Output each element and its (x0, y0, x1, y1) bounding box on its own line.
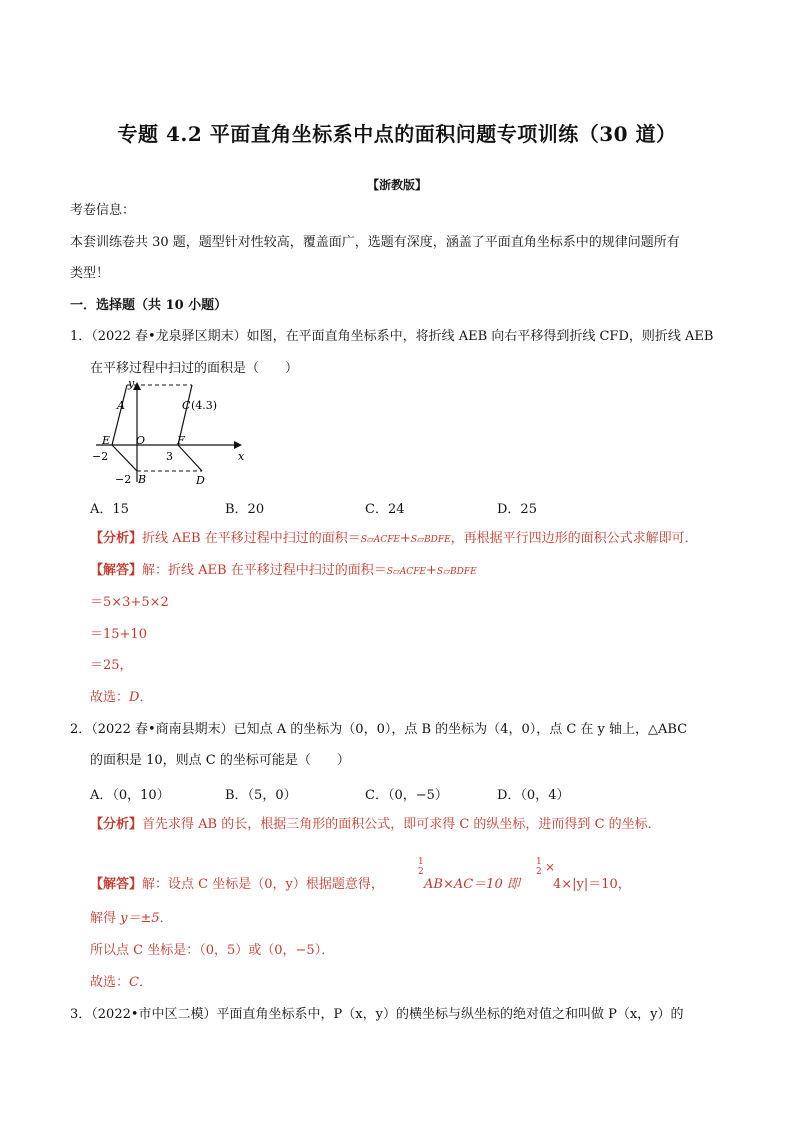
label-f: F (177, 434, 185, 447)
answer-tag: 【解答】 (90, 563, 143, 578)
conclusion-end: ． (138, 975, 152, 990)
numerator: 1 (536, 857, 542, 867)
answer-text: 解：设点 C 坐标是（0，y）根据题意得， (142, 877, 384, 892)
label-d: D (196, 474, 205, 487)
q3-stem-line-1: 3．（2022•市中区二模）平面直角坐标系中，P（x，y）的横坐标与纵坐标的绝对值之和叫做 P（x，y）的 (70, 1007, 684, 1022)
label-a: A (117, 399, 125, 412)
q2-answer (90, 876, 384, 894)
q2-choice-c: C．（0，−5） (365, 788, 448, 803)
q2-choice-d: D．（0，4） (497, 788, 570, 803)
edition-label: 【浙教版】 (366, 178, 427, 192)
q2-stem-line-1: 2．（2022 春•商南县期末）已知点 A 的坐标为（0，0），点 B 的坐标为（4，0），点 C 在 y 轴上，△ABC (70, 722, 688, 737)
intro-line-1: 本套训练卷共 30 题，题型针对性较高，覆盖面广，选题有深度，涵盖了平面直角坐标系中的规律问题所有 (70, 235, 680, 250)
label-minus2-x: −2 (92, 450, 109, 463)
fraction-half-1 (418, 857, 424, 877)
q2-solve (90, 910, 173, 928)
analysis-text: 折线 AEB 在平移过程中扫过的面积＝ (142, 531, 361, 546)
q1-step-1: ＝5×3+5×2 (90, 595, 169, 610)
intro-label: 考卷信息： (70, 203, 136, 218)
label-e: E (102, 434, 111, 447)
label-o: O (136, 434, 146, 447)
fraction-half-2 (536, 857, 542, 877)
label-minus2-y: −2 (115, 473, 132, 486)
q2-coords: 所以点 C 坐标是：（0，5）或（0，−5）． (90, 943, 335, 958)
analysis-tail: ，再根据平行四边形的面积公式求解即可． (450, 531, 698, 546)
polyline-cfd (178, 385, 202, 471)
q1-choice-d: D．25 (497, 502, 537, 517)
q1-answer (90, 562, 477, 581)
conclusion-end: ． (139, 690, 153, 705)
polyline-aeb (112, 385, 137, 471)
q2-conclusion (90, 974, 152, 992)
q1-choice-c: C．24 (365, 502, 405, 517)
label-c: C (182, 399, 191, 412)
analysis-text: 首先求得 AB 的长，根据三角形的面积公式，即可求得 C 的纵坐标，进而得到 C 的坐标． (142, 817, 661, 832)
q2-equation-1: AB×AC＝10 即 (424, 877, 520, 892)
plus-sign: + (426, 563, 437, 578)
area-bdfe: S▱BDFE (410, 535, 451, 545)
label-3: 3 (166, 450, 173, 463)
q1-stem-line-2: 在平移过程中扫过的面积是（ ） (90, 361, 299, 376)
area-acfe: S▱ACFE (360, 535, 401, 545)
conclusion-text: 故选： (90, 690, 130, 705)
analysis-tag: 【分析】 (90, 531, 143, 546)
label-c-coords: (4.3) (191, 399, 218, 412)
denominator: 2 (418, 867, 424, 877)
solve-value: y＝±5 (120, 911, 160, 926)
label-b: B (138, 473, 147, 486)
numerator: 1 (418, 857, 424, 867)
q1-choice-a: A．15 (90, 502, 129, 517)
q2-stem-line-2: 的面积是 10，则点 C 的坐标可能是（ ） (90, 753, 350, 768)
q1-step-2: ＝15+10 (90, 627, 147, 642)
q2-analysis (90, 816, 661, 834)
intro-line-2: 类型！ (70, 266, 110, 281)
q2-choice-b: B．（5，0） (225, 788, 297, 803)
area-acfe: S▱ACFE (386, 567, 427, 577)
solve-label: 解得 (90, 911, 121, 926)
area-bdfe: S▱BDFE (436, 567, 477, 577)
q2-equation-2: 4×|y|＝10， (553, 877, 631, 892)
conclusion-text: 故选： (90, 975, 130, 990)
solve-end: ． (159, 911, 173, 926)
document-title: 专题 4.2 平面直角坐标系中点的面积问题专项训练（30 道） (117, 122, 677, 146)
denominator: 2 (536, 867, 542, 877)
label-y: y (128, 378, 135, 390)
section-heading: 一．选择题（共 10 小题） (70, 298, 228, 313)
conclusion-value: C (129, 975, 139, 990)
times-sign: × (545, 860, 556, 874)
analysis-tag: 【分析】 (90, 817, 143, 832)
label-x: x (238, 450, 245, 463)
answer-tag: 【解答】 (90, 877, 143, 892)
q1-choice-b: B．20 (225, 502, 265, 517)
q1-conclusion (90, 689, 152, 707)
q1-stem-line-1: 1．（2022 春•龙泉驿区期末）如图，在平面直角坐标系中，将折线 AEB 向右平移得到折线 CFD，则折线 AEB (70, 329, 714, 344)
q1-step-3: ＝25， (90, 658, 133, 673)
answer-text: 解：折线 AEB 在平移过程中扫过的面积＝ (142, 563, 387, 578)
conclusion-value: D (129, 690, 140, 705)
q1-figure (88, 378, 248, 488)
q2-choice-a: A．（0，10） (90, 788, 170, 803)
plus-sign: + (400, 531, 411, 546)
x-axis-arrow (234, 441, 242, 449)
q1-analysis (90, 530, 698, 549)
